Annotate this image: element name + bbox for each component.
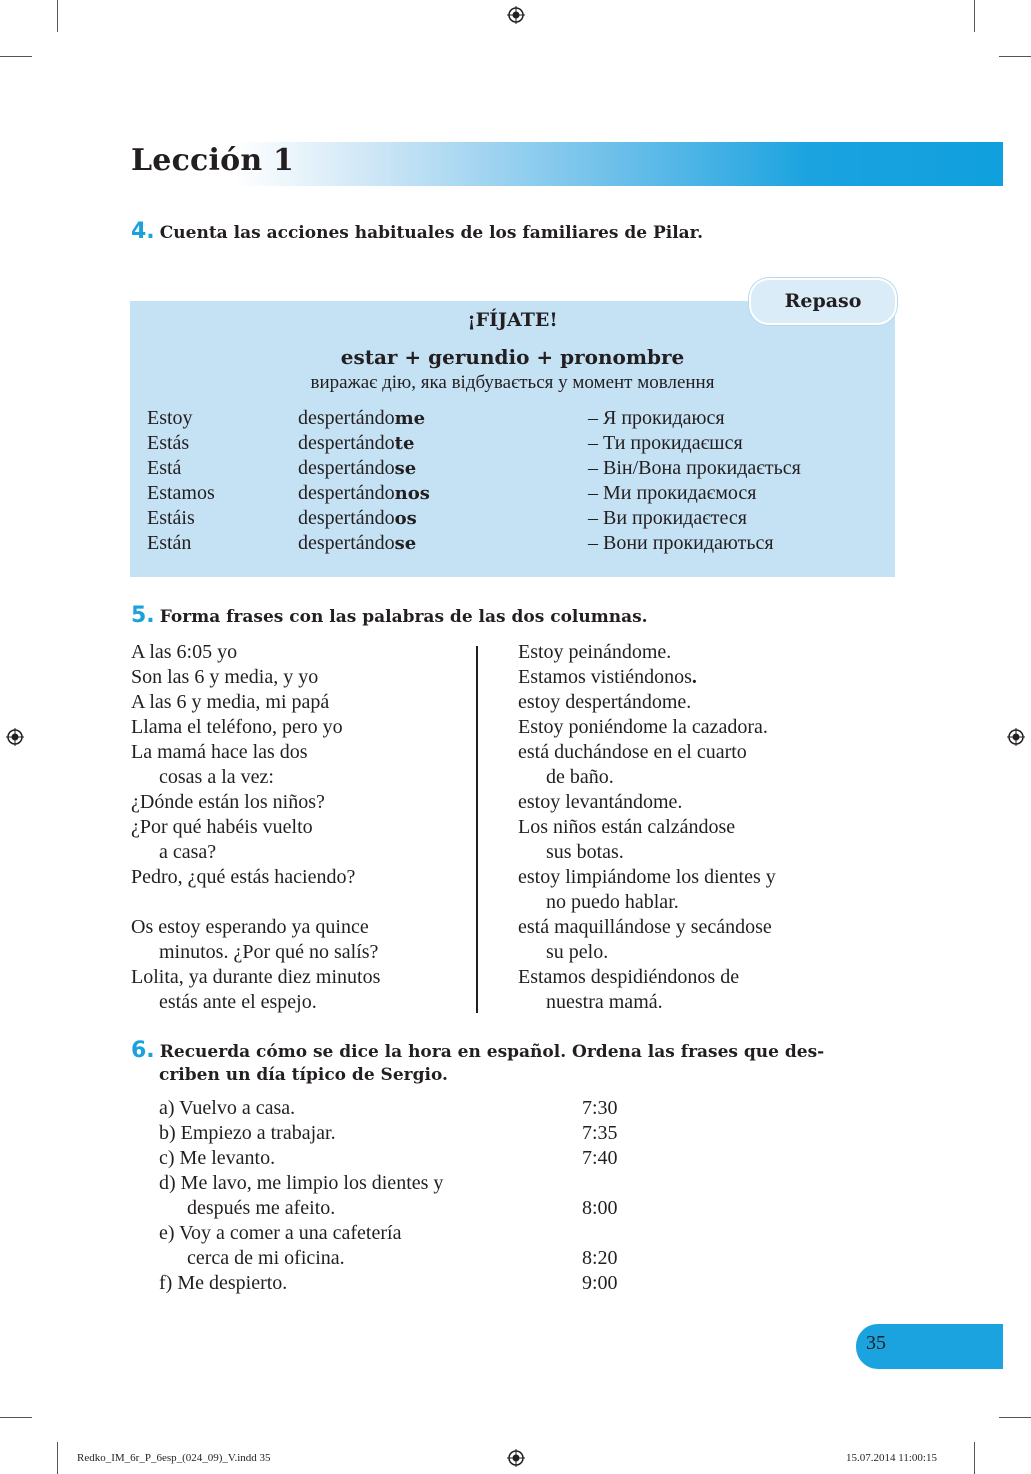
crop-mark [974, 0, 975, 32]
column-divider [476, 646, 478, 1013]
crop-mark [57, 0, 58, 32]
list-item-period: . [691, 666, 697, 688]
repaso-tab: Repaso [749, 278, 897, 325]
grammar-formula: estar + gerundio + pronombre [340, 345, 685, 369]
gerund [298, 532, 416, 555]
list-item: Los niños están calzándose [518, 816, 736, 838]
pronoun: os [394, 508, 417, 529]
gerund [298, 482, 430, 505]
list-item: su pelo. [546, 941, 609, 963]
list-item: de baño. [546, 766, 614, 788]
list-item: ¿Dónde están los niños? [131, 791, 325, 813]
list-item: Estoy poniéndome la cazadora. [518, 716, 768, 738]
crop-mark [57, 1442, 58, 1474]
list-item: después me afeito. [187, 1197, 336, 1219]
list-item: Estamos despidiéndonos de [518, 966, 740, 988]
page-number: 35 [866, 1332, 886, 1354]
conjugation-row [147, 407, 193, 430]
translation: – Ми прокидаємося [588, 482, 757, 504]
grammar-explanation: виражає дію, яка відбувається у момент мовлення [310, 372, 715, 393]
list-item: La mamá hace las dos [131, 741, 308, 763]
crop-mark [0, 1417, 32, 1418]
list-item: estoy despertándome. [518, 691, 692, 713]
exercise-instruction: Cuenta las acciones habituales de los familiares de Pilar. [159, 223, 703, 243]
list-item: nuestra mamá. [546, 991, 663, 1013]
verb: Estoy [147, 407, 193, 429]
gerund [298, 507, 417, 530]
footer-file: Redko_IM_6r_P_6esp_(024_09)_V.indd 35 [77, 1452, 271, 1464]
gerund-stem: despertándo [298, 507, 395, 529]
pronoun: te [394, 433, 415, 454]
conjugation-row [147, 482, 215, 505]
gerund [298, 457, 416, 480]
translation: – Я прокидаюся [588, 407, 725, 429]
exercise-instruction-continued: criben un día típico de Sergio. [159, 1065, 448, 1085]
registration-mark-icon [6, 728, 24, 746]
footer-timestamp: 15.07.2014 11:00:15 [846, 1452, 937, 1464]
verb: Estamos [147, 482, 215, 504]
list-item: Llama el teléfono, pero yo [131, 716, 343, 738]
gerund-stem: despertándo [298, 432, 395, 454]
gerund [298, 432, 414, 455]
exercise-instruction: Recuerda cómo se dice la hora en español. Ordena las frases que des- [159, 1042, 825, 1062]
exercise-5 [131, 603, 648, 628]
conjugation-row [147, 432, 189, 455]
translation: – Ви прокидаєтеся [588, 507, 747, 529]
registration-mark-icon [1007, 728, 1025, 746]
list-item [518, 666, 697, 689]
time-value: 7:30 [582, 1097, 618, 1119]
list-item: e) Voy a comer a una cafetería [159, 1222, 402, 1244]
conjugation-row [147, 507, 195, 530]
list-item: Lolita, ya durante diez minutos [131, 966, 381, 988]
exercise-4 [131, 219, 703, 244]
grammar-title: ¡FÍJATE! [467, 309, 558, 331]
crop-mark [999, 56, 1031, 57]
list-item: cosas a la vez: [159, 766, 274, 788]
list-item: sus botas. [546, 841, 624, 863]
time-value: 7:40 [582, 1147, 618, 1169]
list-item: A las 6 y media, mi papá [131, 691, 330, 713]
gerund [298, 407, 425, 430]
list-item: estoy limpiándome los dientes y [518, 866, 776, 888]
exercise-instruction: Forma frases con las palabras de las dos columnas. [159, 607, 648, 627]
list-item: a) Vuelvo a casa. [159, 1097, 296, 1119]
crop-mark [974, 1442, 975, 1474]
time-value: 9:00 [582, 1272, 618, 1294]
grammar-box [130, 301, 895, 577]
list-item: A las 6:05 yo [131, 641, 238, 663]
registration-mark-icon [507, 1449, 525, 1467]
list-item: está duchándose en el cuarto [518, 741, 747, 763]
list-item: estás ante el espejo. [159, 991, 317, 1013]
time-value: 8:20 [582, 1247, 618, 1269]
translation: – Ти прокидаєшся [588, 432, 743, 454]
gerund-stem: despertándo [298, 407, 395, 429]
pronoun: se [394, 458, 417, 479]
list-item: f) Me despierto. [159, 1272, 288, 1294]
list-item: no puedo hablar. [546, 891, 679, 913]
exercise-number: 5. [131, 603, 155, 628]
list-item: Son las 6 y media, y yo [131, 666, 319, 688]
pronoun: se [394, 533, 417, 554]
pronoun: nos [394, 483, 430, 504]
verb: Estáis [147, 507, 195, 529]
verb: Estás [147, 432, 190, 454]
list-item: está maquillándose y secándose [518, 916, 772, 938]
exercise-6 [131, 1038, 824, 1063]
conjugation-row [147, 457, 181, 480]
list-item-text: Estamos vistiéndonos [518, 666, 692, 688]
crop-mark [999, 1417, 1031, 1418]
gerund-stem: despertándo [298, 532, 395, 554]
list-item: ¿Por qué habéis vuelto [131, 816, 313, 838]
pronoun: me [394, 408, 426, 429]
list-item: a casa? [159, 841, 217, 863]
list-item: b) Empiezo a trabajar. [159, 1122, 336, 1144]
lesson-title: Lección 1 [131, 143, 295, 178]
list-item: estoy levantándome. [518, 791, 683, 813]
list-item: Estoy peinándome. [518, 641, 672, 663]
list-item: d) Me lavo, me limpio los dientes y [159, 1172, 444, 1194]
registration-mark-icon [507, 6, 525, 24]
list-item: Pedro, ¿qué estás haciendo? [131, 866, 356, 888]
exercise-number: 4. [131, 219, 155, 244]
list-item: Os estoy esperando ya quince [131, 916, 369, 938]
verb: Están [147, 532, 192, 554]
gerund-stem: despertándo [298, 457, 395, 479]
exercise-number: 6. [131, 1038, 155, 1063]
translation: – Вони прокидаються [588, 532, 774, 554]
translation: – Він/Вона прокидається [588, 457, 801, 479]
list-item: cerca de mi oficina. [187, 1247, 345, 1269]
conjugation-row [147, 532, 191, 555]
gerund-stem: despertándo [298, 482, 395, 504]
verb: Está [147, 457, 182, 479]
list-item: c) Me levanto. [159, 1147, 276, 1169]
crop-mark [0, 56, 32, 57]
time-value: 7:35 [582, 1122, 618, 1144]
list-item: minutos. ¿Por qué no salís? [159, 941, 379, 963]
time-value: 8:00 [582, 1197, 618, 1219]
